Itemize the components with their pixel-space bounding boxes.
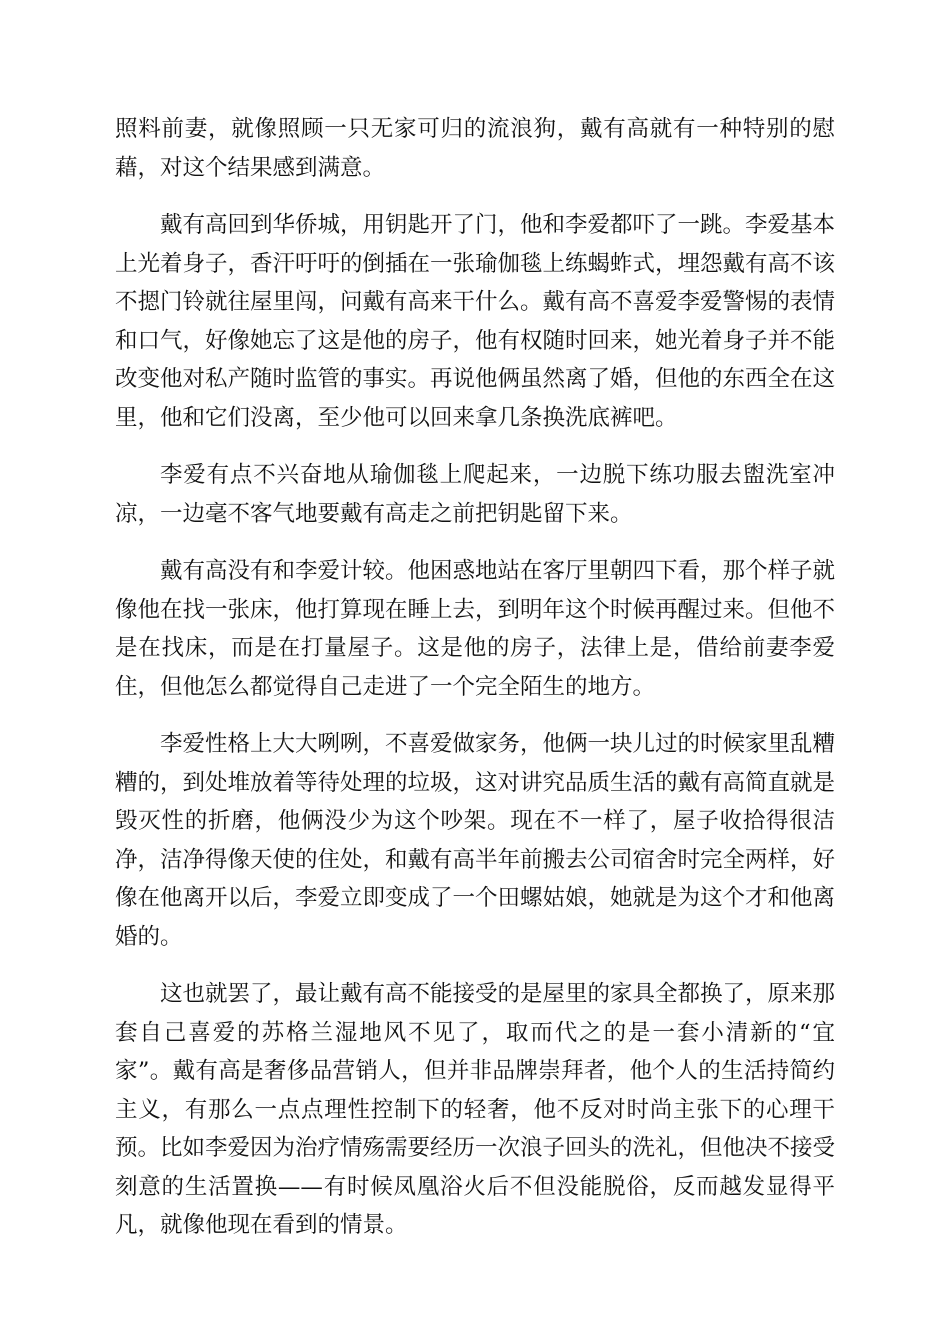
paragraph-5: 李爱性格上大大咧咧，不喜爱做家务，他俩一块儿过的时候家里乱糟糟的，到处堆放着等待处理的垃圾，这对讲究品质生活的戴有高简直就是毁灭性的折磨，他俩没少为这个吵架。现在不一样了，屋子收拾得很洁净，洁净得像天使的住处，和戴有高半年前搬去公司宿舍时完全两样，好像在他离开以后，李爱立即变成了一个田螺姑娘，她就是为这个才和他离婚的。	[115, 731, 836, 950]
paragraph-6: 这也就罢了，最让戴有高不能接受的是屋里的家具全都换了，原来那套自己喜爱的苏格兰湿地风不见了，取而代之的是一套小清新的“宜家”。戴有高是奢侈品营销人，但并非品牌崇拜者，他个人的生活持简约主义，有那么一点点理性控制下的轻奢，他不反对时尚主张下的心理干预。比如李爱因为治疗情殇需要经历一次浪子回头的洗礼，但他决不接受刻意的生活置换——有时候凤凰浴火后不但没能脱俗，反而越发显得平凡，就像他现在看到的情景。	[115, 981, 836, 1238]
paragraph-4: 戴有高没有和李爱计较。他困惑地站在客厅里朝四下看，那个样子就像他在找一张床，他打算现在睡上去，到明年这个时候再醒过来。但他不是在找床，而是在打量屋子。这是他的房子，法律上是，借给前妻李爱住，但他怎么都觉得自己走进了一个完全陌生的地方。	[115, 558, 836, 700]
paragraph-2: 戴有高回到华侨城，用钥匙开了门，他和李爱都吓了一跳。李爱基本上光着身子，香汗吁吁的倒插在一张瑜伽毯上练蝎蚱式，埋怨戴有高不该不摁门铃就往屋里闯，问戴有高来干什么。戴有高不喜爱李爱警惕的表情和口气，好像她忘了这是他的房子，他有权随时回来，她光着身子并不能改变他对私产随时监管的事实。再说他俩虽然离了婚，但他的东西全在这里，他和它们没离，至少他可以回来拿几条换洗底裤吧。	[115, 212, 836, 431]
document-body	[115, 110, 835, 1264]
paragraph-1: 照料前妻，就像照顾一只无家可归的流浪狗，戴有高就有一种特别的慰藉，对这个结果感到满意。	[115, 116, 835, 181]
paragraph-3: 李爱有点不兴奋地从瑜伽毯上爬起来，一边脱下练功服去盥洗室冲凉，一边毫不客气地要戴有高走之前把钥匙留下来。	[115, 462, 835, 527]
